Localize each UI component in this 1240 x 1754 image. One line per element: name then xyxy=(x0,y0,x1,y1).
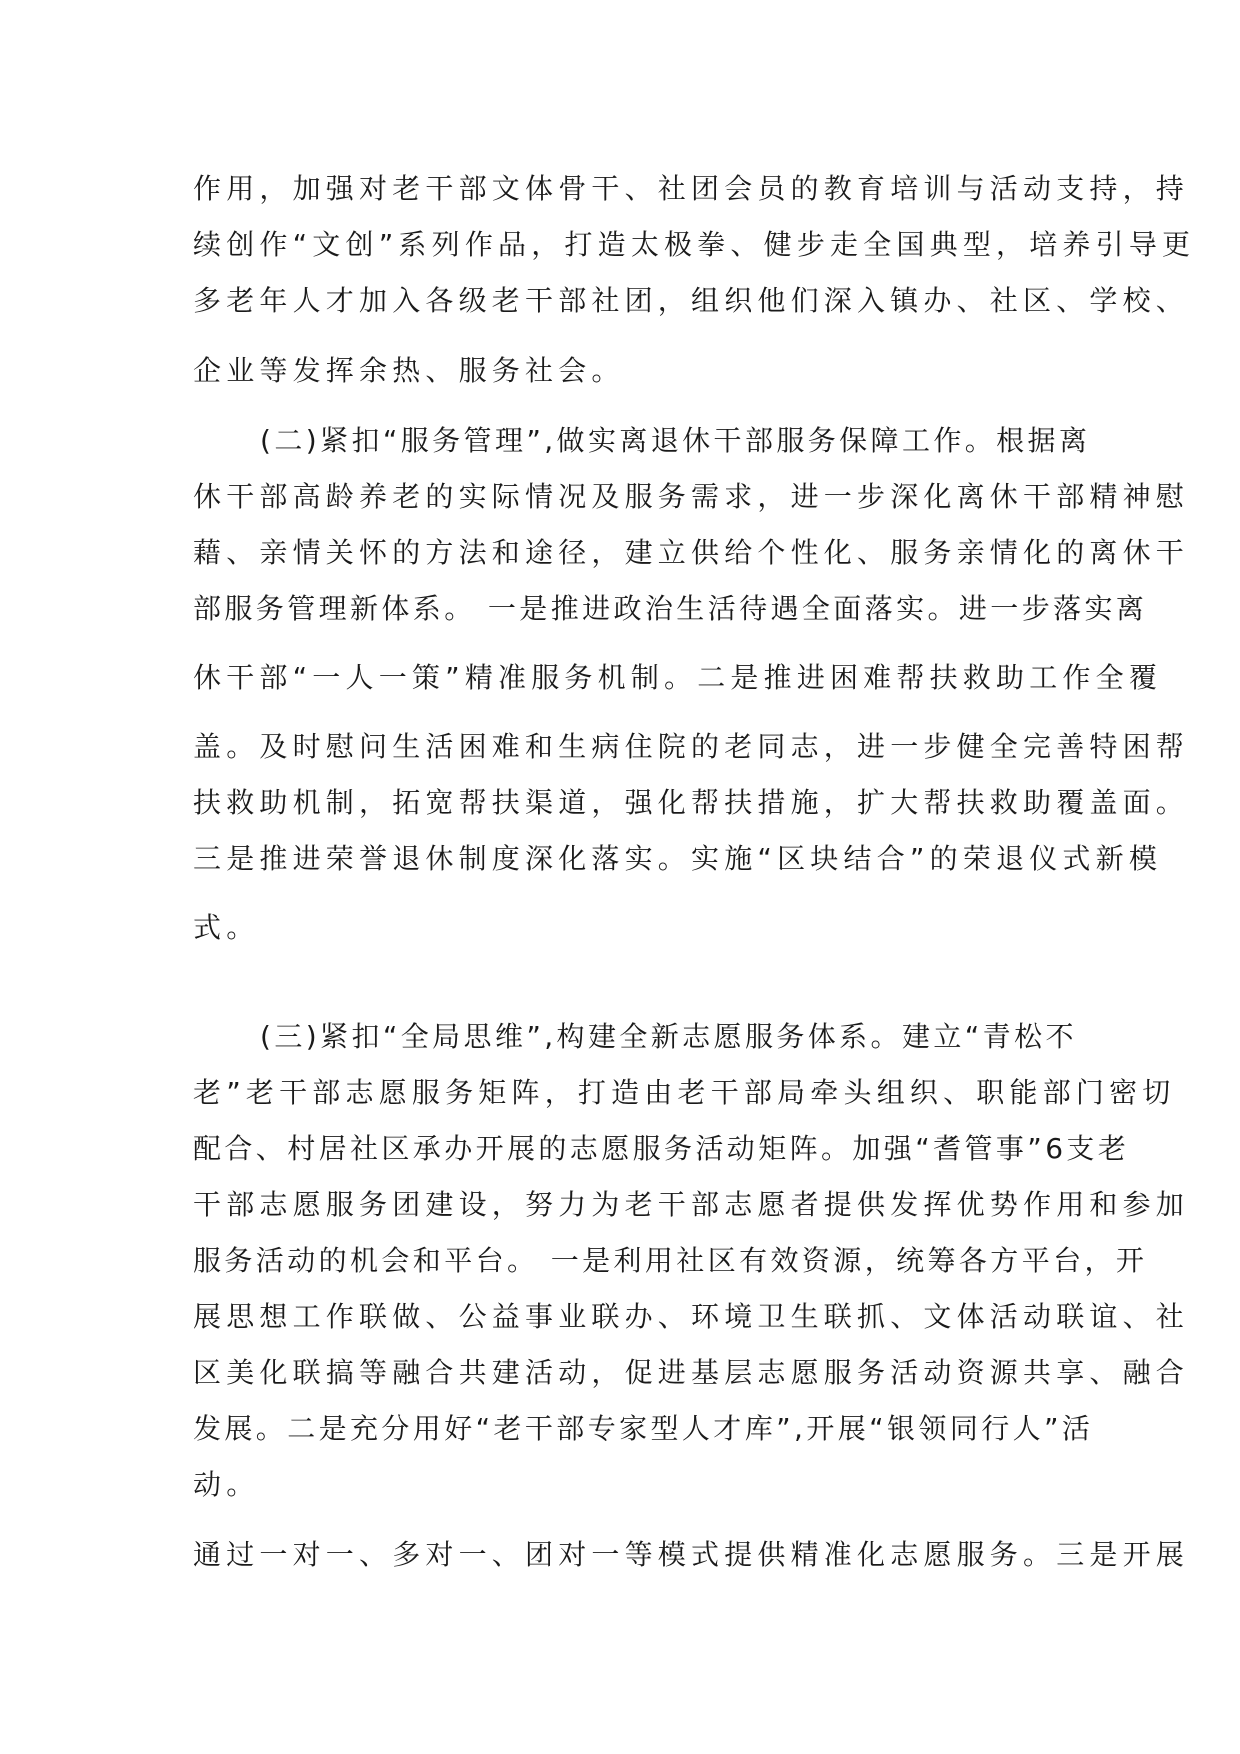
text-line: 扶救助机制，拓宽帮扶渠道，强化帮扶措施，扩大帮扶救助覆盖面。 xyxy=(193,786,1190,819)
text-line: 配合、村居社区承办开展的志愿服务活动矩阵。加强“耆管事”6支老 xyxy=(193,1132,1130,1165)
text-line: 多老年人才加入各级老干部社团，组织他们深入镇办、社区、学校、 xyxy=(193,284,1190,317)
text-line: 藉、亲情关怀的方法和途径，建立供给个性化、服务亲情化的离休干 xyxy=(193,536,1190,569)
text-line: 老”老干部志愿服务矩阵，打造由老干部局牵头组织、职能部门密切 xyxy=(193,1076,1176,1109)
text-line: 通过一对一、多对一、团对一等模式提供精准化志愿服务。三是开展 xyxy=(193,1538,1190,1571)
text-line: 休干部高龄养老的实际情况及服务需求，进一步深化离休干部精神慰 xyxy=(193,480,1190,513)
text-line: 休干部“一人一策”精准服务机制。二是推进困难帮扶救助工作全覆 xyxy=(193,661,1163,694)
text-line: 展思想工作联做、公益事业联办、环境卫生联抓、文体活动联谊、社 xyxy=(193,1300,1190,1333)
text-line: 部服务管理新体系。 一是推进政治生活待遇全面落实。进一步落实离 xyxy=(193,592,1148,625)
text-line: 发展。二是充分用好“老干部专家型人才库”,开展“银领同行人”活 xyxy=(193,1412,1094,1445)
text-line: 服务活动的机会和平台。 一是利用社区有效资源，统筹各方平台，开 xyxy=(193,1244,1148,1277)
text-line: 企业等发挥余热、服务社会。 xyxy=(193,354,625,387)
text-line: 干部志愿服务团建设，努力为老干部志愿者提供发挥优势作用和参加 xyxy=(193,1188,1190,1221)
text-line: 作用，加强对老干部文体骨干、社团会员的教育培训与活动支持，持 xyxy=(193,172,1190,205)
section-heading-2: (二)紧扣“服务管理”,做实离退休干部服务保障工作。根据离 xyxy=(260,424,1091,457)
text-line: 动。 xyxy=(193,1468,260,1501)
text-line: 区美化联搞等融合共建活动，促进基层志愿服务活动资源共享、融合 xyxy=(193,1356,1190,1389)
text-line: 三是推进荣誉退休制度深化落实。实施“区块结合”的荣退仪式新模 xyxy=(193,842,1163,875)
text-line: 盖。及时慰问生活困难和生病住院的老同志，进一步健全完善特困帮 xyxy=(193,730,1190,763)
text-line: 续创作“文创”系列作品，打造太极拳、健步走全国典型，培养引导更 xyxy=(193,228,1196,261)
section-heading-3: (三)紧扣“全局思维”,构建全新志愿服务体系。建立“青松不 xyxy=(260,1020,1077,1053)
text-line: 式。 xyxy=(193,911,260,944)
